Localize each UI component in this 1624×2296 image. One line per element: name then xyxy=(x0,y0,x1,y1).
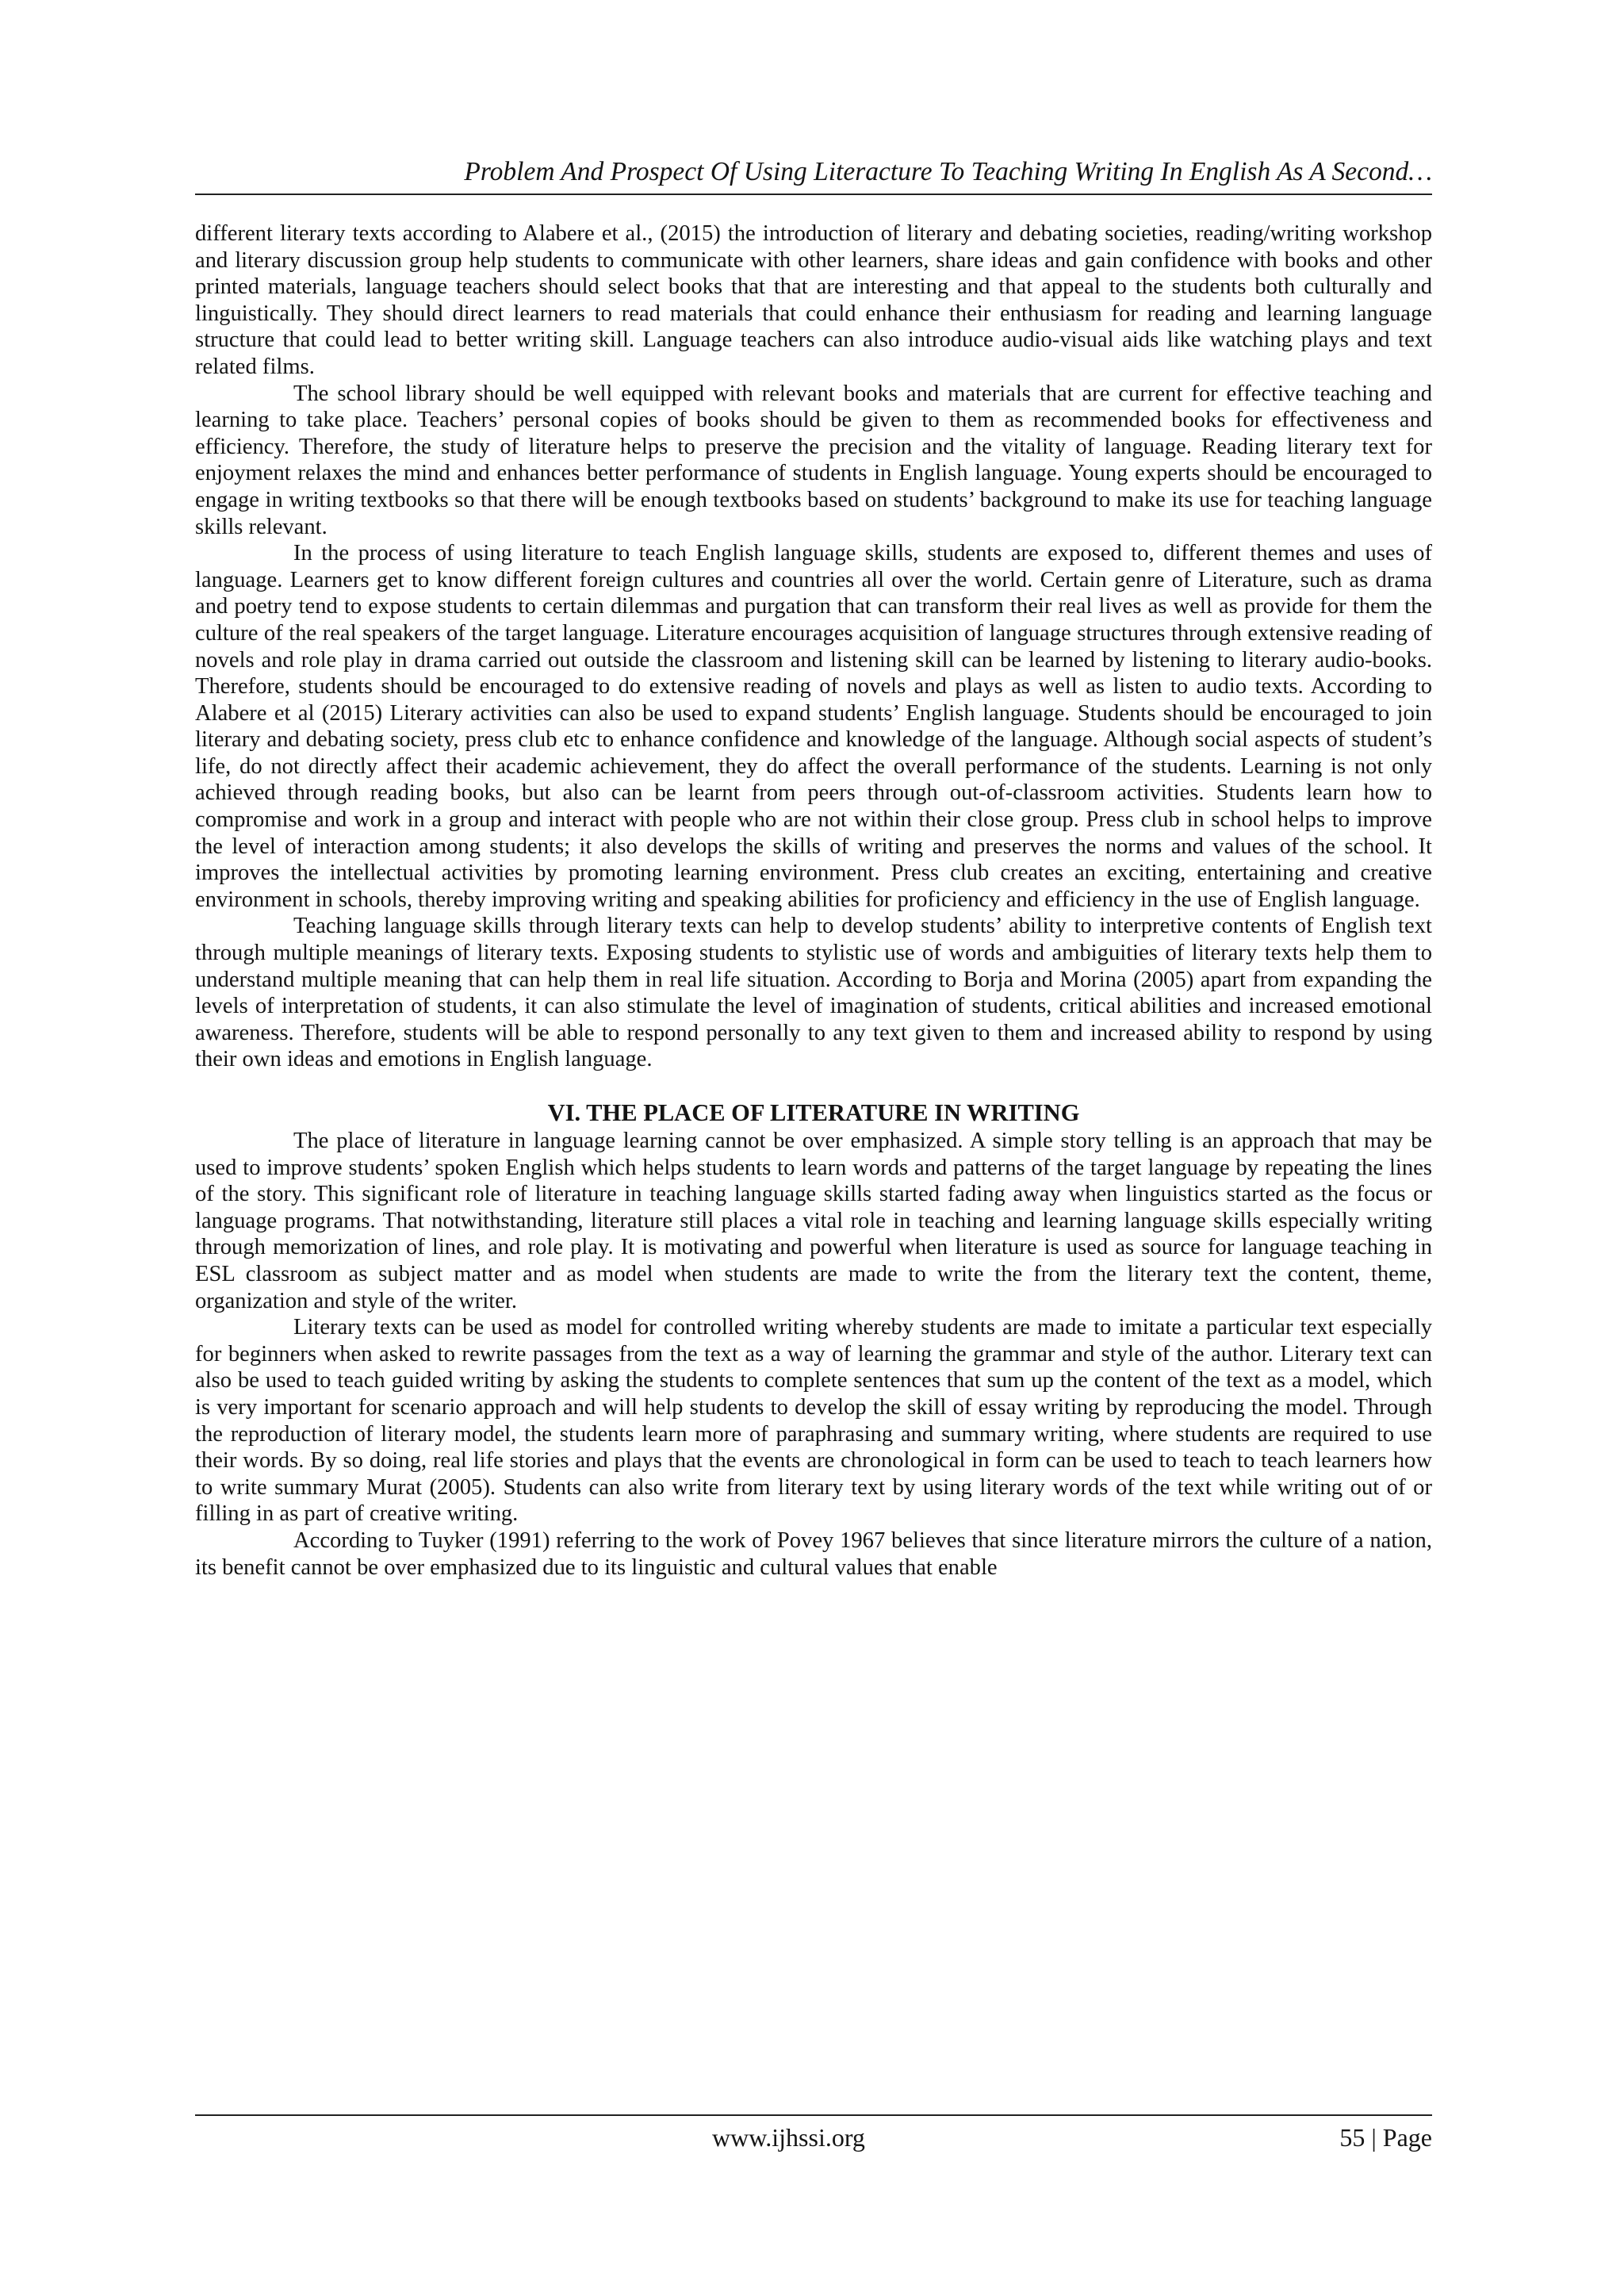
body-paragraph-1: different literary texts according to Alabere et al., (2015) the introduction of literary and debating societies, reading/writing workshop and literary discussion group help students to communicate with other learners, share ideas and gain confidence with books and other printed materials, language teachers should select books that that are interesting and that appeal to the students both culturally and linguistically. They should direct learners to read materials that could enhance their enthusiasm for reading and learning language structure that could lead to better writing skill. Language teachers can also introduce audio-visual aids like watching plays and text related films. xyxy=(195,221,1432,379)
body-paragraph-3: In the process of using literature to teach English language skills, students are exposed to, different themes and uses of language. Learners get to know different foreign cultures and countries all over the world. Certain genre of Literature, such as drama and poetry tend to expose students to certain dilemmas and purgation that can transform their real lives as well as provide for them the culture of the real speakers of the target language. Literature encourages acquisition of language structures through extensive reading of novels and role play in drama carried out outside the classroom and listening skill can be learned by listening to literary audio-books. Therefore, students should be encouraged to do extensive reading of novels and plays as well as listen to audio texts. According to Alabere et al (2015) Literary activities can also be used to expand students’ English language. Students should be encouraged to join literary and debating society, press club etc to enhance confidence and knowledge of the language. Although social aspects of student’s life, do not directly affect their academic achievement, they do affect the overall performance of the students. Learning is not only achieved through reading books, but also can be learnt from peers through out-of-classroom activities. Students learn how to compromise and work in a group and interact with people who are not within their close group. Press club in school helps to improve the level of interaction among students; it also develops the skills of writing and preserves the norms and values of the school. It improves the intellectual activities by promoting learning environment. Press club creates an exciting, entertaining and creative environment in schools, thereby improving writing and speaking abilities for proficiency and efficiency in the use of English language. xyxy=(195,541,1432,912)
body-paragraph-2: The school library should be well equipped with relevant books and materials that are current for effective teaching and learning to take place. Teachers’ personal copies of books should be given to them as recommended books for effectiveness and efficiency. Therefore, the study of literature helps to preserve the precision and the vitality of language. Reading literary text for enjoyment relaxes the mind and enhances better performance of students in English language. Young experts should be encouraged to engage in writing textbooks so that there will be enough textbooks based on students’ background to make its use for teaching language skills relevant. xyxy=(195,381,1432,539)
body-paragraph-4: Teaching language skills through literary texts can help to develop students’ ability to interpretive contents of English text through multiple meanings of literary texts. Exposing students to stylistic use of words and ambiguities of literary texts help them to understand multiple meaning that can help them in real life situation. According to Borja and Morina (2005) apart from expanding the levels of interpretation of students, it can also stimulate the level of imagination of students, critical abilities and increased emotional awareness. Therefore, students will be able to respond personally to any text given to them and increased ability to respond by using their own ideas and emotions in English language. xyxy=(195,914,1432,1072)
footer-website: www.ijhssi.org xyxy=(712,2123,865,2152)
article-body xyxy=(195,220,1432,1581)
section-vi-paragraph-3: According to Tuyker (1991) referring to the work of Povey 1967 believes that since literature mirrors the culture of a nation, its benefit cannot be over emphasized due to its linguistic and cultural values that enable xyxy=(195,1527,1432,1580)
journal-page xyxy=(195,0,1432,2296)
section-vi-paragraph-1: The place of literature in language learning cannot be over emphasized. A simple story telling is an approach that may be used to improve students’ spoken English which helps students to learn words and patterns of the target language by repeating the lines of the story. This significant role of literature in teaching language skills started fading away when linguistics started as the focus or language programs. That notwithstanding, literature still places a vital role in teaching and learning language skills especially writing through memorization of lines, and role play. It is motivating and powerful when literature is used as source for language teaching in ESL classroom as subject matter and as model when students are made to write the from the literary text the content, theme, organization and style of the writer. xyxy=(195,1129,1432,1313)
section-vi-paragraph-2: Literary texts can be used as model for controlled writing whereby students are made to imitate a particular text especially for beginners when asked to rewrite passages from the text as a way of learning the grammar and style of the author. Literary text can also be used to teach guided writing by asking the students to complete sentences that sum up the content of the text as a model, which is very important for scenario approach and will help students to develop the skill of essay writing by reproducing the model. Through the reproduction of literary model, the students learn more of paraphrasing and summary writing, where students are required to use their words. By so doing, real life stories and plays that the events are chronological in form can be used to teach to teach learners how to write summary Murat (2005). Students can also write from literary text by using literary words of the text while writing out of or filling in as part of creative writing. xyxy=(195,1315,1432,1527)
running-header-title: Problem And Prospect Of Using Literacture To Teaching Writing In English As A Second… xyxy=(464,157,1432,186)
header-divider xyxy=(195,194,1432,195)
footer-page-number: 55 | Page xyxy=(1339,2123,1432,2152)
section-heading-vi: VI. THE PLACE OF LITERATURE IN WRITING xyxy=(547,1099,1080,1126)
footer-divider xyxy=(195,2114,1432,2116)
